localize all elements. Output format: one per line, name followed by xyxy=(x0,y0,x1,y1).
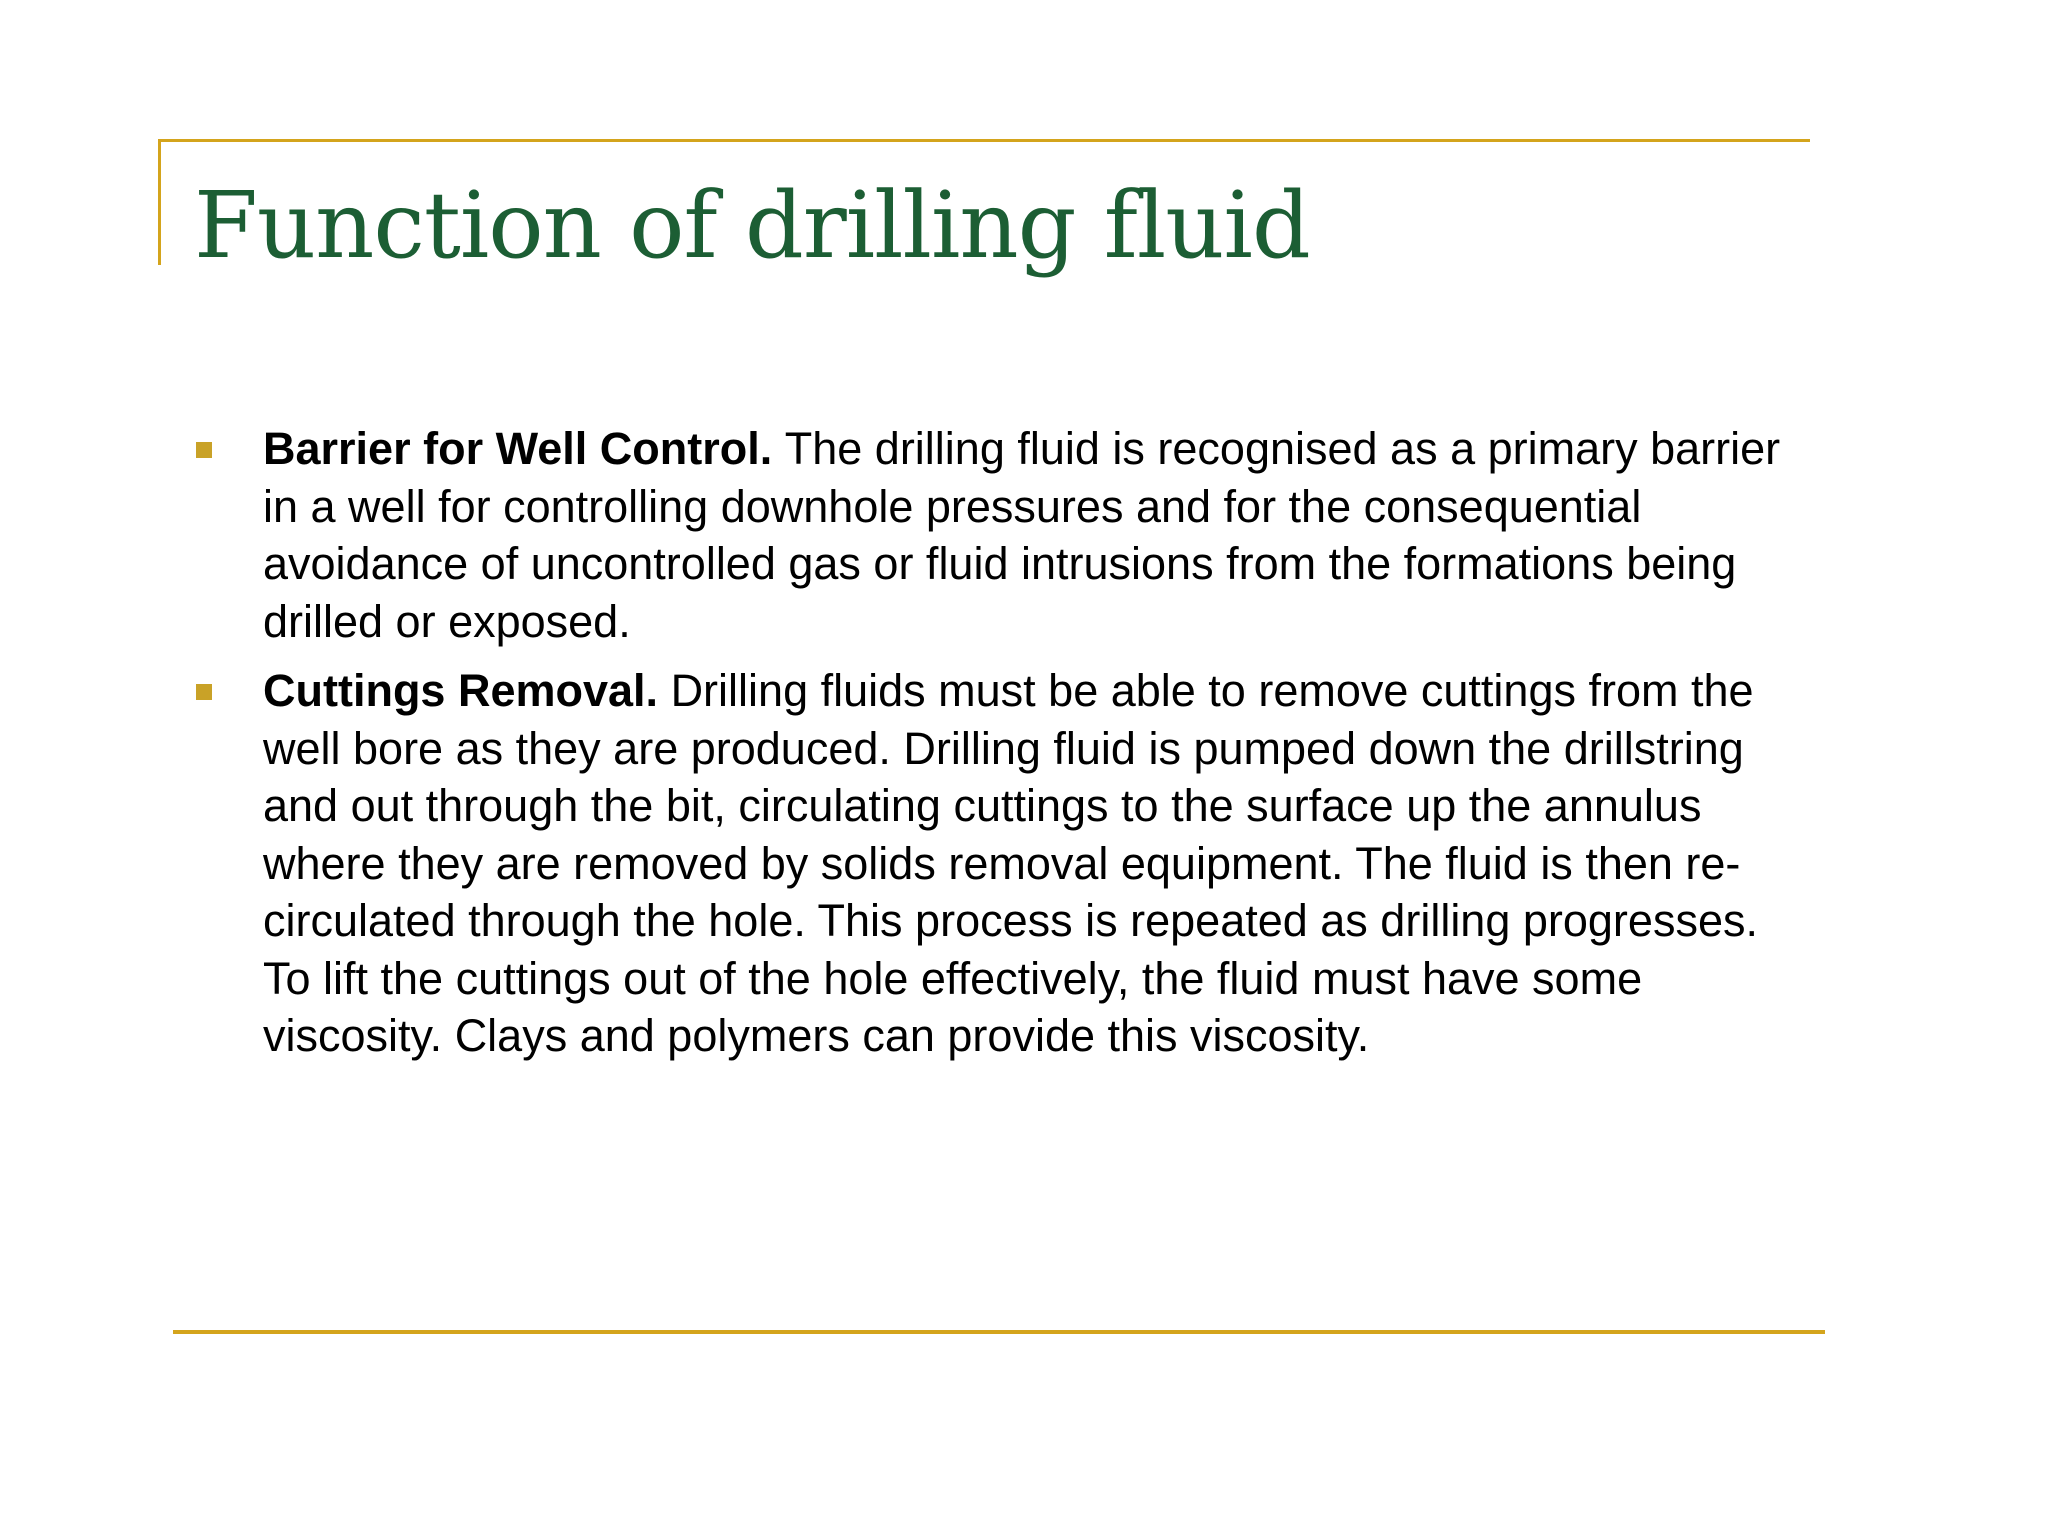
bullet-item-barrier xyxy=(194,420,1814,650)
square-bullet-icon xyxy=(196,442,212,458)
square-bullet-icon xyxy=(196,684,212,700)
title-frame-top-rule xyxy=(158,139,1810,142)
bullet-body-text: Drilling fluids must be able to remove cuttings from the well bore as they are produced. Drilling fluid is pumped down the drillstring and out through the bit, circulating cuttings to the surface up the annulus where they are removed by solids removal equipment. The fluid is then re-circulated through the hole. This process is repeated as drilling progresses. To lift the cuttings out of the hole effectively, the fluid must have some viscosity. Clays and polymers can provide this viscosity. xyxy=(263,665,1758,1061)
bullet-item-cuttings xyxy=(194,662,1814,1065)
bullet-list xyxy=(194,420,1814,1077)
bullet-heading: Barrier for Well Control. xyxy=(263,423,785,474)
slide-title: Function of drilling fluid xyxy=(194,172,1310,279)
footer-rule xyxy=(173,1330,1825,1334)
bullet-heading: Cuttings Removal. xyxy=(263,665,671,716)
bullet-body-text: The drilling fluid is recognised as a primary barrier in a well for controlling downhole pressures and for the consequential avoidance of uncontrolled gas or fluid intrusions from the formations being drilled or exposed. xyxy=(263,423,1781,647)
title-frame-left-rule xyxy=(158,139,161,265)
